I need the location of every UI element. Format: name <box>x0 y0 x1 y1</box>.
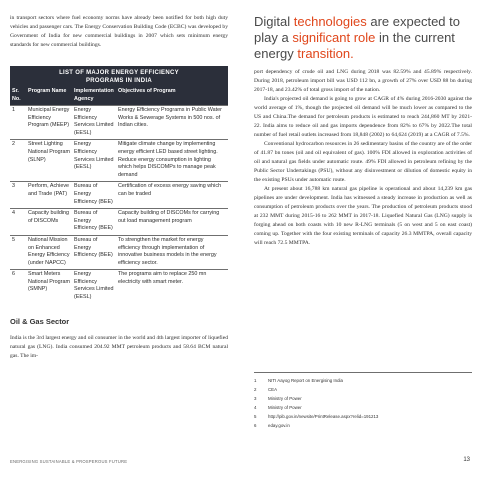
heading-part: in the current energy <box>254 30 455 61</box>
header-sr-no: Sr. No. <box>12 88 21 102</box>
footnote <box>254 421 472 430</box>
cell-agency: Bureau of Energy Efficiency (BEE) <box>74 183 113 205</box>
footnote-number: 6 <box>254 423 257 428</box>
cell-objective: Energy Efficiency Programs in Public Water Works & Sewerage Systems in 500 nos. of Indian cities. <box>118 107 222 129</box>
body-paragraph: Conventional hydrocarbon resources in 26 sedimentary basins of the country are of the order of 41.87 bn tones (oil and oil equivalent of gas). 100% FDI allowed in exploration activities of oil and natural gas fields under automatic route. 49% FDI allowed in petroleum refining by the Public Sector Undertakings (PSU), without any disinvestment or dilution of domestic equity in the existing PSUs under automatic route. <box>254 141 472 183</box>
footnote-number: 3 <box>254 396 257 401</box>
cell-sr: 5 <box>12 236 15 243</box>
footnote-number: 4 <box>254 405 257 410</box>
footnote <box>254 412 472 421</box>
intro-paragraph: in transport sectors where fuel economy norms have already been notified for both high duty vehicles and passenger cars. The Energy Conservation Building Code (ECBC) was developed by Government of India for new commercial buildings in 2007 which sets minimum energy standards for new commercial buildings. <box>10 15 228 48</box>
cell-agency: Energy Efficiency Services Limited (EESL) <box>74 271 114 301</box>
footnotes <box>254 372 472 430</box>
page-number: 13 <box>463 457 470 463</box>
cell-objective: Mitigate climate change by implementing energy efficient LED based street lighting. Reduce energy consumption in lighting which helps DISCOMPs to manage peak demand <box>118 141 218 178</box>
cell-sr: 6 <box>12 271 15 278</box>
table-title <box>10 66 228 87</box>
footnote <box>254 403 472 412</box>
footnote-number: 2 <box>254 387 257 392</box>
cell-agency: Energy Efficiency Services Limited (EESL) <box>74 107 114 136</box>
heading-part: are expected to play a <box>254 14 460 45</box>
body-paragraph: At present about 16,788 km natural gas pipeline is operational and about 14,239 km gas pipelines are under development. India has witnessed a steady increase in production as well as consumption of petroleum products over the years. The production of petroleum products stood at 232 MMT during 2015-16 to 262 MMT in 2017-18. Liquefied Natural Gas (LNG) supply is forging ahead on both coasts with 10 new R-LNG terminals (5 on west and 5 on east coast) coming up. Together with the four existing terminals of capacity 26.3 MMTPA, overall capacity will reach 72.5 MMTPA. <box>254 186 472 246</box>
cell-program: Capacity building of DISCOMs <box>28 210 70 224</box>
table-header-row <box>10 87 228 105</box>
heading-highlight: significant role <box>292 30 376 45</box>
table-row <box>10 269 228 303</box>
cell-objective: Certification of excess energy saving which can be traded <box>118 183 222 197</box>
cell-objective: To strengthen the market for energy efficiency through implementation of innovative business models in the energy efficiency sector. <box>118 236 217 266</box>
header-implementation-agency: Implementation Agency <box>74 88 114 102</box>
footnote-text: CEA <box>268 387 278 392</box>
table-row <box>10 181 228 208</box>
table-row <box>10 139 228 181</box>
left-column <box>10 14 228 361</box>
footnote-text: http://pib.gov.in/newsite/PrintRelease.aspx?relid=191213 <box>268 414 379 419</box>
page-footer: ENERGISING SUSTAINABLE & PROSPEROUS FUTURE <box>10 459 128 464</box>
footnote-text: Ministry of Power <box>268 405 302 410</box>
footnote-number: 1 <box>254 378 257 383</box>
cell-program: Smart Meters National Program (SMNP) <box>28 271 70 293</box>
heading-highlight: transition. <box>297 46 354 61</box>
footnote <box>254 385 472 394</box>
table-row <box>10 105 228 139</box>
cell-program: Municipal Energy Efficiency Program (MEEP) <box>28 107 70 129</box>
section-title-oil-gas: Oil & Gas Sector <box>10 316 70 326</box>
right-column <box>254 14 472 248</box>
cell-agency: Bureau of Energy Efficiency (BEE) <box>74 236 113 259</box>
heading-highlight: technologies <box>293 14 367 29</box>
table-title-line1: LIST OF MAJOR ENERGY EFFICIENCY <box>59 70 179 76</box>
cell-sr: 4 <box>12 210 15 217</box>
cell-sr: 2 <box>12 141 15 148</box>
header-objectives: Objectives of Program <box>118 88 176 94</box>
cell-objective: Capacity building of DISCOMs for carrying out load management program <box>118 210 220 224</box>
body-paragraph: port dependency of crude oil and LNG during 2018 was 82.59% and 45.89% respectively. During 2018, petroleum import bill was USD 112 bn, a growth of 27% over USD 88 bn during 2017-18, and 23.42% of total gross import of the nation. <box>254 69 472 93</box>
footnote-text: eday.gov.in <box>268 423 290 428</box>
cell-program: Street Lighting National Program (SLNP) <box>28 141 70 163</box>
cell-program: Perform, Achieve and Trade (PAT) <box>28 183 70 197</box>
energy-programs-table <box>10 66 228 304</box>
header-program-name: Program Name <box>28 88 67 94</box>
heading-part: Digital <box>254 14 294 29</box>
table-title-line2: PROGRAMS IN INDIA <box>85 78 153 84</box>
cell-sr: 3 <box>12 183 15 190</box>
body-paragraph: India's projected oil demand is going to grow at CAGR of 4% during 2016-2030 against the world average of 1%, though the projected oil demand will be much lower as compared to the US and China.The demand for petroleum products is estimated to reach 244,860 MT by 2021-22. India aims to reduce oil and gas imports dependence from 82% to 67% by 2022.The total number of fuel retail outlets increased from 18,848 (2002) to 64,624 (2019) at a CAGR of 7.5%. <box>254 96 472 138</box>
footnote-text: NITI Aayog Report on Energising India <box>268 378 343 383</box>
cell-program: National Mission on Enhanced Energy Efficiency (under NAPCC) <box>28 236 70 266</box>
cell-sr: 1 <box>12 107 15 113</box>
pull-quote-heading <box>254 14 472 62</box>
cell-objective: The programs aim to replace 250 mn electricity with smart meter. <box>118 271 207 285</box>
footnote <box>254 376 472 385</box>
cell-agency: Bureau of Energy Efficiency (BEE) <box>74 210 113 232</box>
footnote <box>254 394 472 403</box>
footnote-text: Ministry of Power <box>268 396 302 401</box>
table-row <box>10 208 228 235</box>
footnote-number: 5 <box>254 414 257 419</box>
oil-gas-paragraph: India is the 3rd largest energy and oil consumer in the world and 4th largest importer of liquefied natural gas (LNG). India consumed 204.92 MMT petroleum products and 58.64 BCM natural gas. The im- <box>10 334 228 359</box>
cell-agency: Energy Efficiency Services Limited (EESL) <box>74 141 114 171</box>
table-row <box>10 235 228 269</box>
